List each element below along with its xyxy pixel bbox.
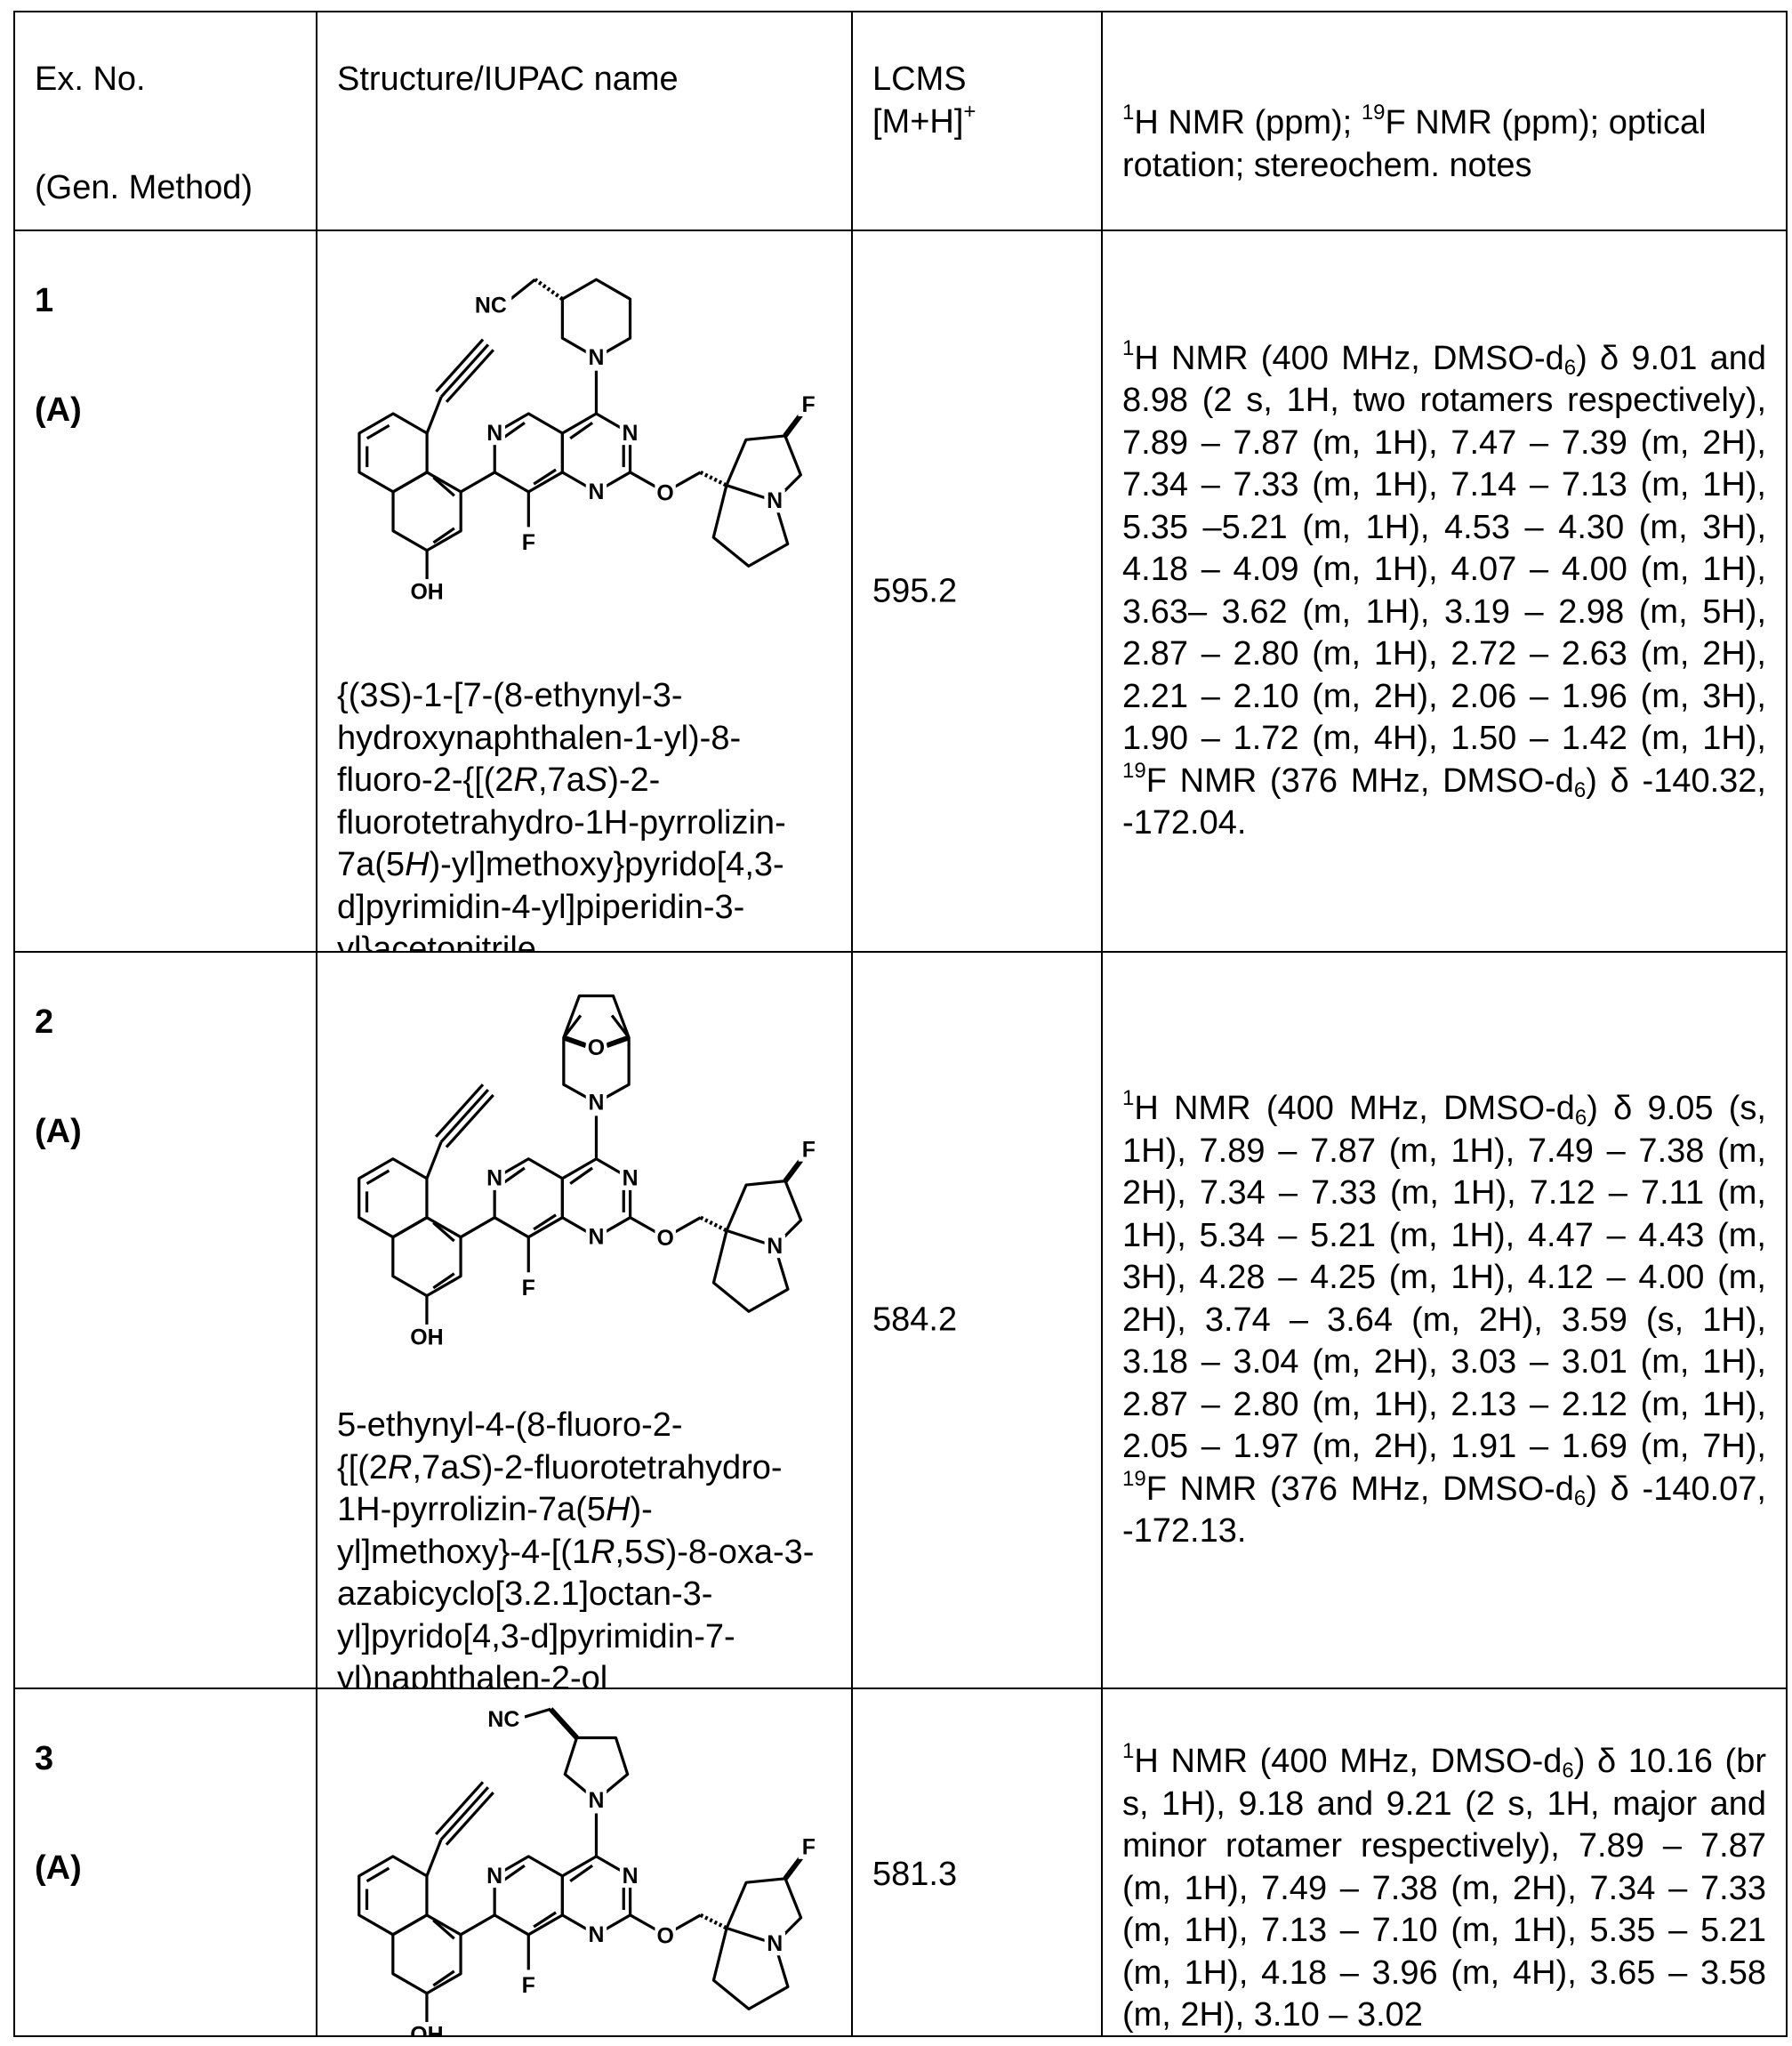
iupac-name bbox=[337, 1405, 835, 1688]
text-segment: 5-ethynyl-4-(8-fluoro-2-{[(2 bbox=[337, 1406, 683, 1486]
chemical-structure-diagram bbox=[329, 972, 824, 1364]
chemical-structure-diagram bbox=[329, 251, 824, 616]
atom-label-fluorine: F bbox=[522, 1276, 535, 1301]
general-method: (A) bbox=[35, 1848, 82, 1890]
text-segment: F NMR (ppm); optical rotation; stereochem. notes bbox=[1122, 104, 1707, 184]
text-segment: 6 bbox=[1574, 1486, 1586, 1510]
atom-label-pyrrolizine-n: N bbox=[767, 488, 783, 513]
text-segment: ) δ 10.16 (br s, 1H), 9.18 and 9.21 (2 s, 1H, major and minor rotamer respectively), 7.89 – 7.87 (m, 1H), 7.49 – 7.38 (m, 2H), 7.34 – 7.33 (m, 1H), 7.13 – 7.10 (m, 1H), 5.35 – 5.21 (m, 1H), 4.18 – 3.96 (m, 4H), 3.65 – 3.58 (m, 2H), 3.10 – 3.02 bbox=[1122, 1743, 1766, 2034]
text-segment: )-2-fluorotetrahydro-1H-pyrrolizin-7a(5 bbox=[337, 1449, 783, 1529]
core-skeleton bbox=[359, 1084, 801, 1325]
text-segment: R bbox=[514, 761, 538, 799]
nmr-data bbox=[1122, 338, 1766, 845]
table-row bbox=[14, 1688, 1787, 2036]
text-segment: H bbox=[606, 1491, 630, 1528]
structure-cell bbox=[317, 230, 852, 952]
atom-label-nitrile: NC bbox=[487, 1707, 519, 1732]
text-segment: ) δ -140.07, -172.13. bbox=[1122, 1470, 1766, 1550]
ex-cell bbox=[14, 952, 317, 1688]
lcms-value: 584.2 bbox=[872, 1299, 957, 1341]
general-method: (A) bbox=[35, 1111, 82, 1154]
core-skeleton bbox=[359, 340, 800, 579]
atom-label-pyrimidine-n: N bbox=[623, 421, 639, 446]
atom-label-hydroxyl: OH bbox=[410, 2023, 443, 2036]
header-nmr-label bbox=[1122, 102, 1766, 187]
text-segment: ,7a bbox=[413, 1449, 460, 1486]
text-segment: 6 bbox=[1562, 1759, 1573, 1783]
lcms-cell bbox=[852, 230, 1102, 952]
text-segment: S bbox=[459, 1449, 481, 1486]
atom-label-hydroxyl: OH bbox=[410, 580, 443, 605]
table-header-row bbox=[14, 12, 1787, 230]
text-segment: 6 bbox=[1575, 1106, 1587, 1130]
atom-label-pyridine-n: N bbox=[486, 1864, 502, 1889]
chemical-structure-diagram bbox=[329, 1693, 824, 2036]
header-structure-label: Structure/IUPAC name bbox=[337, 59, 679, 101]
atom-label-ether-o: O bbox=[656, 1923, 673, 1948]
lcms-cell bbox=[852, 952, 1102, 1688]
text-segment: 6 bbox=[1574, 778, 1586, 802]
lcms-cell bbox=[852, 1688, 1102, 2036]
lcms-value: 595.2 bbox=[872, 570, 957, 613]
atom-label-o-bridge: O bbox=[588, 1035, 605, 1060]
example-number: 1 bbox=[35, 280, 53, 323]
nmr-data bbox=[1122, 1088, 1766, 1553]
general-method: (A) bbox=[35, 390, 82, 432]
piperidine-group bbox=[509, 279, 630, 358]
text-segment: H NMR (400 MHz, DMSO-d bbox=[1134, 1090, 1575, 1127]
structure-cell bbox=[317, 952, 852, 1688]
text-segment: H NMR (400 MHz, DMSO-d bbox=[1134, 340, 1563, 377]
atom-label-ether-o: O bbox=[656, 1226, 673, 1251]
text-segment: F NMR (376 MHz, DMSO-d bbox=[1146, 1470, 1574, 1507]
text-segment: 1 bbox=[1122, 1086, 1134, 1110]
text-segment: S bbox=[643, 1534, 665, 1571]
text-segment: ) δ 9.01 and 8.98 (2 s, 1H, two rotamers respectively), 7.89 – 7.87 (m, 1H), 7.47 – 7.39 (m, 2H), 7.34 – 7.33 (m, 1H), 7.14 – 7.13 (m, 1H), 5.35 –5.21 (m, 1H), 4.53 – 4.30 (m, 3H), 4.18 – 4.09 (m, 1H), 4.07 – 4.00 (m, 1H), 3.63– 3.62 (m, 1H), 3.19 – 2.98 (m, 5H), 2.87 – 2.80 (m, 1H), 2.72 – 2.63 (m, 2H), 2.21 – 2.10 (m, 2H), 2.06 – 1.96 (m, 3H), 1.90 – 1.72 (m, 4H), 1.50 – 1.42 (m, 1H), bbox=[1122, 340, 1766, 758]
text-segment: 1 bbox=[1122, 336, 1134, 360]
atom-label-fluorine: F bbox=[802, 1137, 816, 1162]
atom-label-n: N bbox=[588, 345, 604, 370]
header-nmr bbox=[1102, 12, 1787, 230]
text-segment: )-8-oxa-3-azabicyclo[3.2.1]octan-3-yl]pyrido[4,3-d]pyrimidin-7-yl)naphthalen-2-ol bbox=[337, 1534, 814, 1689]
atom-label-fluorine: F bbox=[802, 392, 816, 417]
atom-label-fluorine: F bbox=[522, 530, 535, 555]
text-segment: S bbox=[585, 761, 607, 799]
text-segment: H NMR (400 MHz, DMSO-d bbox=[1134, 1743, 1562, 1780]
atom-label-pyridine-n: N bbox=[486, 421, 502, 446]
text-segment: [M+H] bbox=[872, 103, 963, 141]
header-lcms bbox=[852, 12, 1102, 230]
atom-label-hydroxyl: OH bbox=[410, 1325, 443, 1350]
text-segment: + bbox=[963, 100, 976, 124]
text-segment: 19 bbox=[1362, 101, 1386, 125]
nmr-cell bbox=[1102, 1688, 1787, 2036]
text-segment: 1 bbox=[1122, 1739, 1134, 1763]
atom-label-pyrimidine-n: N bbox=[623, 1864, 639, 1889]
header-lcms-ion bbox=[872, 101, 976, 144]
atom-label-n: N bbox=[588, 1788, 604, 1813]
iupac-name bbox=[337, 675, 835, 952]
atom-label-ether-o: O bbox=[656, 480, 673, 505]
text-segment: ,7a bbox=[538, 761, 585, 799]
atom-label-fluorine: F bbox=[522, 1973, 535, 1998]
atom-label-pyrrolizine-n: N bbox=[767, 1931, 783, 1956]
text-segment: H NMR (ppm); bbox=[1134, 104, 1361, 141]
ex-cell bbox=[14, 230, 317, 952]
text-segment: ,5 bbox=[615, 1534, 644, 1571]
text-segment: F NMR (376 MHz, DMSO-d bbox=[1146, 762, 1574, 800]
compound-data-table bbox=[13, 11, 1788, 2037]
core-skeleton bbox=[359, 1782, 801, 2022]
text-segment: )-yl]methoxy}pyrido[4,3-d]pyrimidin-4-yl]piperidin-3-yl}acetonitrile bbox=[337, 846, 784, 952]
header-lcms-label: LCMS bbox=[872, 59, 967, 101]
atom-label-pyrimidine-n: N bbox=[623, 1166, 639, 1191]
text-segment: )-yl]methoxy}-4-[(1 bbox=[337, 1491, 653, 1571]
ex-cell bbox=[14, 1688, 317, 2036]
atom-label-pyrrolizine-n: N bbox=[767, 1234, 783, 1259]
nmr-cell bbox=[1102, 230, 1787, 952]
text-segment: H bbox=[405, 846, 429, 883]
text-segment: )-2-fluorotetrahydro-1H-pyrrolizin-7a(5 bbox=[337, 761, 786, 883]
text-segment: R bbox=[388, 1449, 412, 1486]
text-segment: R bbox=[591, 1534, 615, 1571]
atom-label-pyrimidine-n: N bbox=[588, 1922, 604, 1947]
text-segment: ) δ 9.05 (s, 1H), 7.89 – 7.87 (m, 1H), 7.49 – 7.38 (m, 2H), 7.34 – 7.33 (m, 1H), 7.12 – 7.11 (m, 1H), 5.34 – 5.21 (m, 1H), 4.47 – 4.43 (m, 3H), 4.28 – 4.25 (m, 1H), 4.12 – 4.00 (m, 2H), 3.74 – 3.64 (m, 2H), 3.59 (s, 1H), 3.18 – 3.04 (m, 2H), 3.03 – 3.01 (m, 1H), 2.87 – 2.80 (m, 1H), 2.13 – 2.12 (m, 1H), 2.05 – 1.97 (m, 2H), 1.91 – 1.69 (m, 7H), bbox=[1122, 1090, 1766, 1465]
text-segment: 6 bbox=[1564, 356, 1576, 380]
header-structure bbox=[317, 12, 852, 230]
header-ex-no bbox=[14, 12, 317, 230]
nmr-data bbox=[1122, 1741, 1766, 2036]
text-segment: 19 bbox=[1122, 1466, 1146, 1490]
structure-cell bbox=[317, 1688, 852, 2036]
text-segment: ) δ -140.32, -172.04. bbox=[1122, 762, 1766, 842]
atom-label-fluorine: F bbox=[802, 1835, 816, 1860]
example-number: 3 bbox=[35, 1738, 53, 1781]
atom-label-pyridine-n: N bbox=[486, 1166, 502, 1191]
pyrrolidine-group bbox=[525, 1709, 628, 1800]
lcms-value: 581.3 bbox=[872, 1854, 957, 1897]
header-ex-no-label: Ex. No. bbox=[35, 59, 146, 101]
text-segment: {(3S)-1-[7-(8-ethynyl-3-hydroxynaphthalen-1-yl)-8-fluoro-2-{[(2 bbox=[337, 677, 741, 799]
example-number: 2 bbox=[35, 1002, 53, 1044]
atom-label-n: N bbox=[588, 1091, 604, 1116]
atom-label-nitrile: NC bbox=[475, 294, 507, 318]
atom-label-pyrimidine-n: N bbox=[588, 1225, 604, 1250]
text-segment: 1 bbox=[1122, 101, 1134, 125]
nmr-cell bbox=[1102, 952, 1787, 1688]
table-row bbox=[14, 952, 1787, 1688]
atom-label-pyrimidine-n: N bbox=[588, 479, 604, 504]
text-segment: 19 bbox=[1122, 759, 1146, 783]
header-gen-method-label: (Gen. Method) bbox=[35, 167, 253, 210]
table-row bbox=[14, 230, 1787, 952]
